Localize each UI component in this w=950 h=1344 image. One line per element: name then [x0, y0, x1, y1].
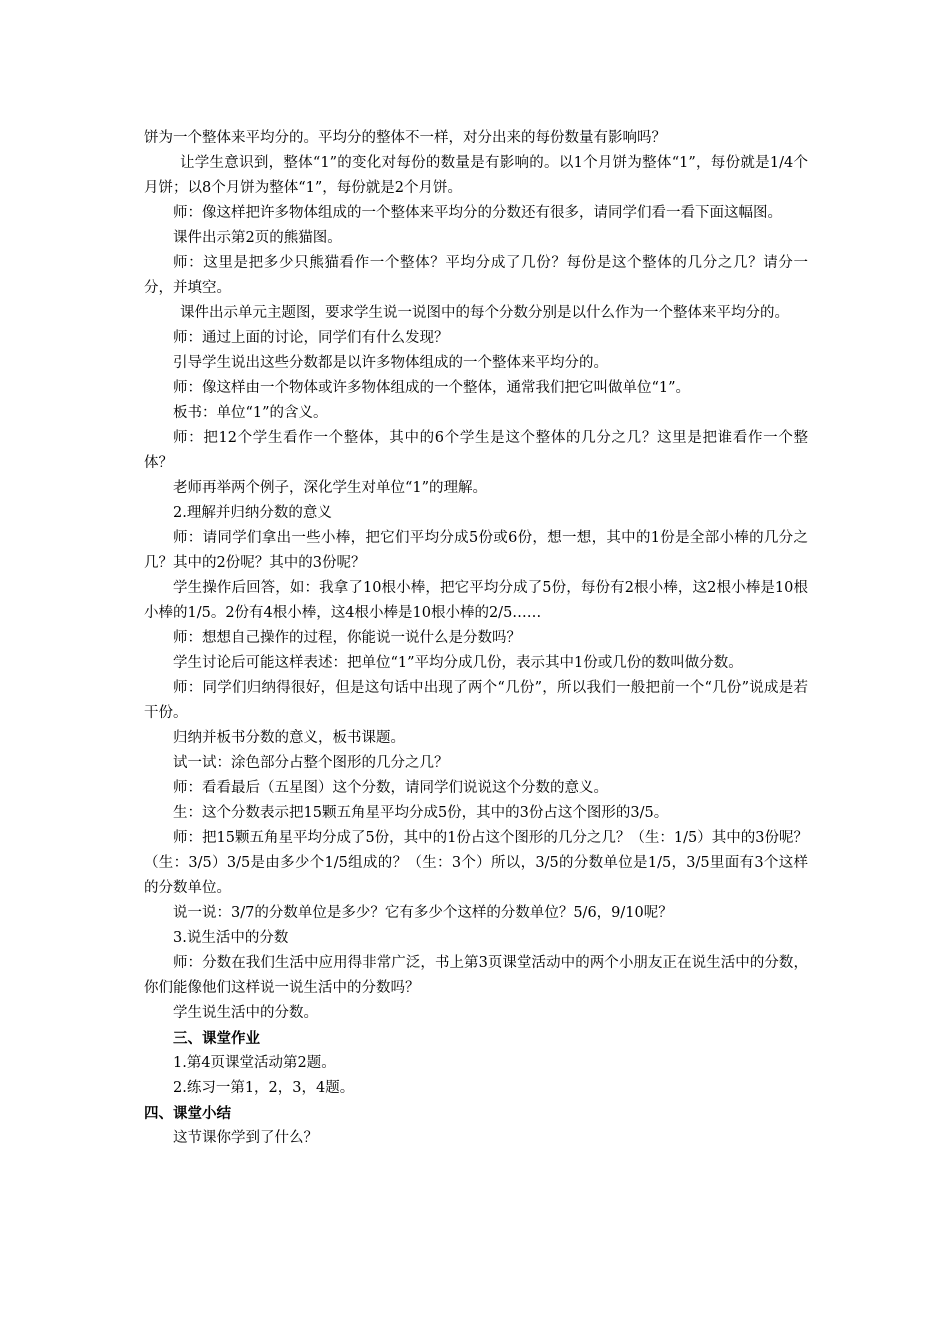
paragraph: 归纳并板书分数的意义，板书课题。 — [173, 730, 405, 746]
paragraph: 板书：单位“1”的含义。 — [173, 405, 328, 421]
paragraph: 师：通过上面的讨论，同学们有什么发现？ — [173, 330, 449, 346]
paragraph: 师：把15颗五角星平均分成了5份，其中的1份占这个图形的几分之几？（生：1/5）其中的3份呢？（生：3/5）3/5是由多少个1/5组成的？（生：3个）所以，3/5的分数单位是1/5，3/5里面有3个这样的分数单位。 — [144, 830, 808, 896]
section-heading: 四、课堂小结 — [144, 1105, 231, 1122]
paragraph: 饼为一个整体来平均分的。平均分的整体不一样，对分出来的每份数量有影响吗？ — [144, 130, 666, 146]
list-item: 1.第4页课堂活动第2题。 — [173, 1055, 336, 1071]
paragraph: 课件出示第2页的熊猫图。 — [173, 230, 342, 246]
paragraph: 师：这里是把多少只熊猫看作一个整体？平均分成了几份？每份是这个整体的几分之几？请分一分，并填空。 — [144, 255, 808, 296]
paragraph: 引导学生说出这些分数都是以许多物体组成的一个整体来平均分的。 — [173, 355, 608, 371]
paragraph: 生：这个分数表示把15颗五角星平均分成5份，其中的3份占这个图形的3/5。 — [173, 805, 669, 821]
paragraph: 学生说生活中的分数。 — [173, 1005, 318, 1021]
paragraph: 课件出示单元主题图，要求学生说一说图中的每个分数分别是以什么作为一个整体来平均分的。 — [180, 305, 789, 321]
paragraph: 学生讨论后可能这样表述：把单位“1”平均分成几份，表示其中1份或几份的数叫做分数。 — [173, 655, 743, 671]
paragraph: 师：分数在我们生活中应用得非常广泛，书上第3页课堂活动中的两个小朋友正在说生活中的分数，你们能像他们这样说一说生活中的分数吗？ — [144, 955, 808, 996]
paragraph: 师：同学们归纳得很好，但是这句话中出现了两个“几份”，所以我们一般把前一个“几份”说成是若干份。 — [144, 680, 808, 721]
paragraph: 这节课你学到了什么？ — [173, 1130, 318, 1146]
subsection-heading: 3.说生活中的分数 — [173, 930, 289, 946]
paragraph: 学生操作后回答，如：我拿了10根小棒，把它平均分成了5份，每份有2根小棒，这2根小棒是10根小棒的1/5。2份有4根小棒，这4根小棒是10根小棒的2/5…… — [144, 580, 808, 621]
paragraph: 师：把12个学生看作一个整体，其中的6个学生是这个整体的几分之几？这里是把谁看作一个整体？ — [144, 430, 808, 471]
subsection-heading: 2.理解并归纳分数的意义 — [173, 505, 332, 521]
paragraph: 师：看看最后（五星图）这个分数，请同学们说说这个分数的意义。 — [173, 780, 608, 796]
paragraph: 试一试：涂色部分占整个图形的几分之几？ — [173, 755, 449, 771]
paragraph: 师：像这样由一个物体或许多物体组成的一个整体，通常我们把它叫做单位“1”。 — [173, 380, 691, 396]
paragraph: 师：像这样把许多物体组成的一个整体来平均分的分数还有很多，请同学们看一看下面这幅图。 — [173, 205, 782, 221]
paragraph: 说一说：3/7的分数单位是多少？它有多少个这样的分数单位？5/6，9/10呢？ — [173, 905, 673, 921]
list-item: 2.练习一第1，2，3，4题。 — [173, 1080, 355, 1096]
section-heading: 三、课堂作业 — [173, 1030, 260, 1047]
paragraph: 师：请同学们拿出一些小棒，把它们平均分成5份或6份，想一想，其中的1份是全部小棒的几分之几？其中的2份呢？其中的3份呢？ — [144, 530, 808, 571]
document-body — [144, 126, 808, 1151]
paragraph: 让学生意识到，整体“1”的变化对每份的数量是有影响的。以1个月饼为整体“1”，每份就是1/4个月饼；以8个月饼为整体“1”，每份就是2个月饼。 — [144, 155, 808, 196]
paragraph: 师：想想自己操作的过程，你能说一说什么是分数吗？ — [173, 630, 521, 646]
paragraph: 老师再举两个例子，深化学生对单位“1”的理解。 — [173, 480, 488, 496]
